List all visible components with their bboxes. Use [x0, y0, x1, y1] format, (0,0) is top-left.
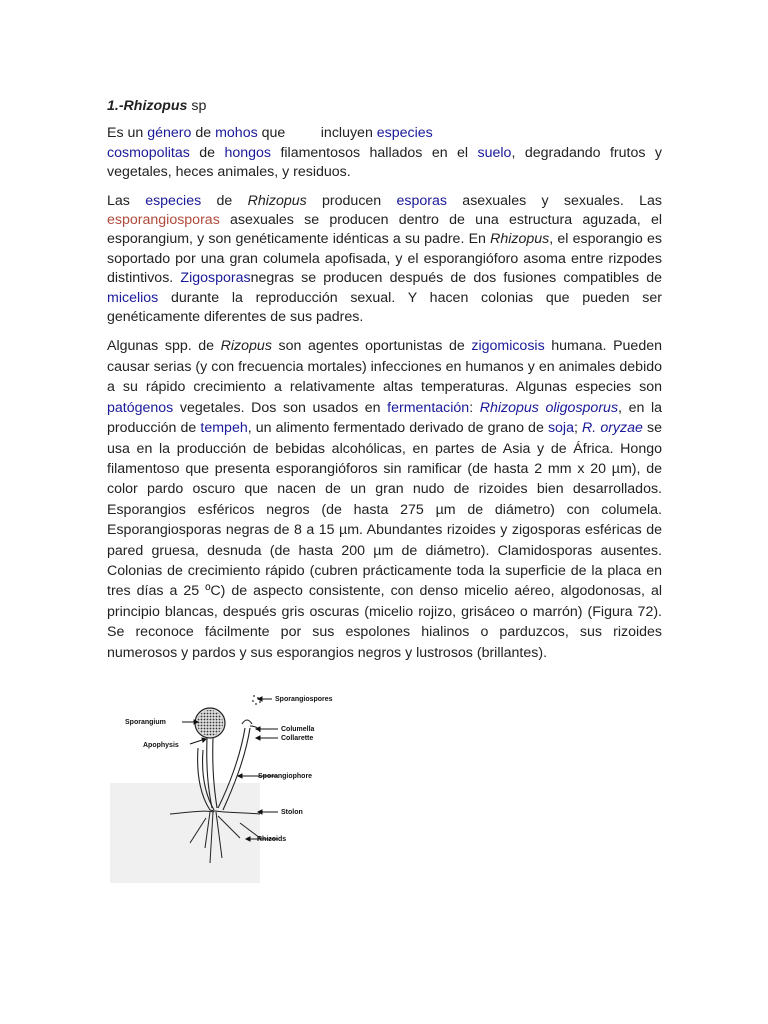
link-zigomicosis[interactable]: zigomicosis [471, 338, 545, 355]
text: vegetales. Dos son usados en [173, 399, 388, 416]
text: Algunas spp. de [107, 338, 221, 355]
label-collarette: Collarette [281, 735, 314, 742]
text: asexuales y sexuales. Las [447, 192, 663, 209]
text: , degradando frutos y vegetales, heces animales, y residuos. [107, 144, 662, 181]
link-cosmopolitas[interactable]: cosmopolitas [107, 144, 190, 161]
link-patogenos[interactable]: patógenos [107, 399, 174, 416]
italic-rizopus: Rizopus [220, 338, 272, 355]
text: durante la reproducción sexual. Y hacen colonias que pueden ser genéticamente diferentes de sus padres. [107, 289, 662, 326]
text: de [189, 144, 225, 161]
label-stolon: Stolon [281, 809, 303, 816]
text: Es un [107, 125, 148, 142]
link-fermentacion[interactable]: fermentación [387, 399, 470, 416]
figure-background [110, 783, 260, 883]
text: negras se producen después de dos fusiones compatibles de [250, 270, 662, 287]
link-r-oryzae[interactable]: R. oryzae [582, 420, 643, 437]
text: producen [306, 192, 397, 209]
italic-rhizopus-2: Rhizopus [490, 231, 550, 248]
section-heading [107, 97, 662, 116]
link-soja[interactable]: soja [547, 420, 574, 437]
text: de [201, 192, 248, 209]
text: ; [573, 420, 583, 437]
heading-title: 1.-Rhizopus [107, 98, 188, 114]
link-especies[interactable]: especies [376, 125, 433, 142]
label-apophysis: Apophysis [143, 742, 179, 749]
rhizopus-diagram-svg [110, 688, 360, 888]
text: asexuales se producen dentro de una estructura aguzada, el esporangium, y son genéticamente idénticas a su padre. En [107, 212, 662, 248]
text: se usa en la producción de bebidas alcohólicas, en partes de Asia y de África. Hongo filamentoso que presenta esporangióforos sin ramificar (de hasta 2 mm x 20 µm), de color pardo oscuro que nacen de un gran nudo de rizoides bien desarrollados. Esporangios esféricos negros (de hasta 275 µm de diámetro) con columela. Esporangiosporas negras de 8 a 15 µm. Abundantes rizoides y zigosporas esféricas de pared gruesa, desnuda (de hasta 200 µm de diámetro). Clamidosporas ausentes. Colonias de crecimiento rápido (cubren prácticamente toda la superficie de la placa en tres días a 25 ºC) de aspecto consistente, con denso micelio aéreo, algodonosas, al principio blancas, después gris oscuras (micelio rojizo, grisáceo o marrón) (Figura 72). Se reconoce fácilmente por sus espolones hialinos o parduzcos, sus rizoides numerosos y pardos y sus esporangios negros y lustrosos (brillantes). [107, 420, 662, 661]
link-especies-2[interactable]: especies [145, 192, 202, 209]
paragraph-intro [107, 124, 662, 182]
link-zigosporas[interactable]: Zigosporas [180, 270, 251, 287]
text: : [469, 399, 480, 416]
link-esporas[interactable]: esporas [396, 192, 447, 209]
link-mohos[interactable]: mohos [215, 125, 258, 142]
text: , el esporangio es soportado por una gran columela apofisada, y el esporangióforo asoma entre rizpodes distintivos. [107, 231, 662, 287]
italic-rhizopus: Rhizopus [247, 192, 307, 209]
link-micelios[interactable]: micelios [107, 289, 159, 306]
text: , un alimento fermentado derivado de grano de [247, 420, 548, 437]
link-tempeh[interactable]: tempeh [200, 420, 248, 437]
text: humana. Pueden causar serias (y con frecuencia mortales) infecciones en humanos y en animales debido a su rápido crecimiento a relativamente altas temperaturas. Algunas especies son [107, 338, 662, 396]
label-sporangiophore: Sporangiophore [258, 773, 313, 780]
label-rhizoids: Rhizoids [257, 836, 287, 843]
text: , en la producción de [107, 399, 663, 437]
link-hongos[interactable]: hongos [224, 144, 272, 161]
paragraph-reproduction [107, 192, 662, 328]
label-sporangium: Sporangium [125, 719, 166, 726]
text: son agentes oportunistas de [271, 338, 472, 355]
rhizopus-diagram [110, 688, 360, 888]
text: Las [107, 192, 146, 209]
link-genero[interactable]: género [147, 125, 192, 142]
paragraph-description [107, 336, 662, 663]
link-esporangiosporas[interactable]: esporangiosporas [107, 212, 220, 229]
link-rhizopus-oligosporus[interactable]: Rhizopus oligosporus [479, 399, 619, 416]
text: filamentosos hallados en el [271, 144, 478, 161]
text: que incluyen [257, 125, 377, 142]
label-columella: Columella [281, 726, 315, 733]
sporangium-shape [195, 708, 225, 738]
text: de [191, 125, 216, 142]
heading-suffix: sp [187, 98, 207, 114]
document-body [107, 97, 662, 672]
label-sporangiospores: Sporangiospores [275, 696, 333, 703]
link-suelo[interactable]: suelo [477, 144, 512, 161]
